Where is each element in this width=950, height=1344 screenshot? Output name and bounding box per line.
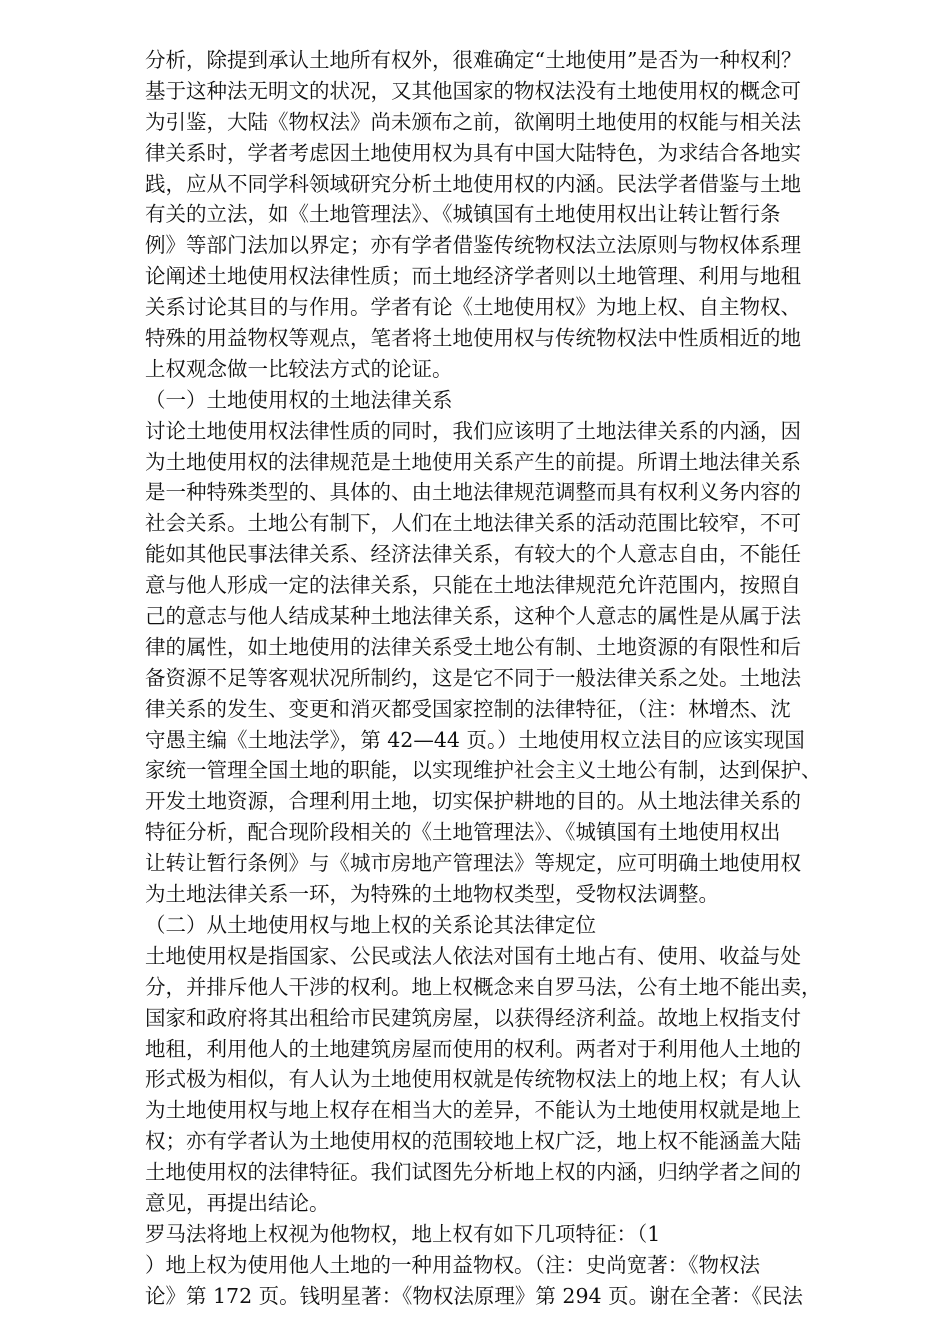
text-line: 权；亦有学者认为土地使用权的范围较地上权广泛，地上权不能涵盖大陆: [145, 1129, 801, 1154]
text-line: 为土地使用权与地上权存在相当大的差异，不能认为土地使用权就是地上: [145, 1098, 801, 1123]
text-line: 备资源不足等客观状况所制约，这是它不同于一般法律关系之处。土地法: [145, 665, 801, 690]
text-line: 为引鉴，大陆《物权法》尚未颁布之前，欲阐明土地使用的权能与相关法: [145, 109, 801, 134]
text-line: 为土地使用权的法律规范是土地使用关系产生的前提。所谓土地法律关系: [145, 449, 801, 474]
text-line: 地租，利用他人的土地建筑房屋而使用的权利。两者对于利用他人土地的: [145, 1036, 801, 1061]
text-line: 土地使用权是指国家、公民或法人依法对国有土地占有、使用、收益与处: [145, 943, 801, 968]
text-line: 己的意志与他人结成某种土地法律关系，这种个人意志的属性是从属于法: [145, 604, 801, 629]
text-line: 能如其他民事法律关系、经济法律关系，有较大的个人意志自由，不能任: [145, 542, 801, 567]
text-line: 分析，除提到承认土地所有权外，很难确定“土地使用”是否为一种权利？: [145, 48, 802, 72]
text-line: 国家和政府将其出租给市民建筑房屋，以获得经济利益。故地上权指支付: [145, 1005, 801, 1030]
text-line: 上权观念做一比较法方式的论证。: [145, 356, 453, 381]
text-line: 家统一管理全国土地的职能，以实现维护社会主义土地公有制，达到保护、: [145, 758, 822, 783]
text-line: 关系讨论其目的与作用。学者有论《土地使用权》为地上权、自主物权、: [145, 295, 801, 320]
section-heading-2: （二）从土地使用权与地上权的关系论其法律定位: [145, 912, 596, 937]
text-line: 形式极为相似，有人认为土地使用权就是传统物权法上的地上权；有人认: [145, 1067, 801, 1092]
text-line: 社会关系。土地公有制下，人们在土地法律关系的活动范围比较窄，不可: [145, 511, 801, 536]
text-line: 土地使用权的法律特征。我们试图先分析地上权的内涵，归纳学者之间的: [145, 1160, 801, 1185]
text-line: 是一种特殊类型的、具体的、由土地法律规范调整而具有权利义务内容的: [145, 480, 801, 505]
text-line: 论阐述土地使用权法律性质；而土地经济学者则以土地管理、利用与地租: [145, 264, 801, 289]
text-line: 意见，再提出结论。: [145, 1190, 330, 1215]
text-line: 意与他人形成一定的法律关系，只能在土地法律规范允许范围内，按照自: [145, 573, 801, 598]
text-line: 讨论土地使用权法律性质的同时，我们应该明了土地法律关系的内涵，因: [145, 418, 801, 443]
text-line: 让转让暂行条例》与《城市房地产管理法》等规定，应可明确土地使用权: [145, 851, 801, 876]
text-line: 律的属性，如土地使用的法律关系受土地公有制、土地资源的有限性和后: [145, 634, 801, 659]
text-line: 有关的立法，如《土地管理法》、《城镇国有土地使用权出让转让暂行条: [145, 202, 781, 227]
text-line: 罗马法将地上权视为他物权，地上权有如下几项特征：（1: [145, 1221, 661, 1246]
text-line: 分，并排斥他人干涉的权利。地上权概念来自罗马法，公有土地不能出卖，: [145, 974, 822, 999]
text-line: 基于这种法无明文的状况，又其他国家的物权法没有土地使用权的概念可: [145, 78, 801, 103]
text-line: 论》第 172 页。钱明星著：《物权法原理》第 294 页。谢在全著：《民法: [145, 1283, 803, 1308]
text-line: 例》等部门法加以界定；亦有学者借鉴传统物权法立法原则与物权体系理: [145, 233, 801, 258]
text-line: ）地上权为使用他人土地的一种用益物权。（注：史尚宽著：《物权法: [145, 1252, 760, 1277]
text-line: 践，应从不同学科领域研究分析土地使用权的内涵。民法学者借鉴与土地: [145, 171, 801, 196]
text-line: 守愚主编《土地法学》，第 42—44 页。）土地使用权立法目的应该实现国: [145, 727, 805, 752]
text-line: 为土地法律关系一环，为特殊的土地物权类型，受物权法调整。: [145, 882, 719, 907]
text-line: 律关系的发生、变更和消灭都受国家控制的法律特征，（注：林增杰、沈: [145, 696, 791, 721]
text-line: 特征分析，配合现阶段相关的《土地管理法》、《城镇国有土地使用权出: [145, 820, 781, 845]
text-line: 开发土地资源，合理利用土地，切实保护耕地的目的。从土地法律关系的: [145, 789, 801, 814]
section-heading-1: （一）土地使用权的土地法律关系: [145, 387, 453, 412]
body-text: [145, 45, 895, 1312]
text-line: 特殊的用益物权等观点，笔者将土地使用权与传统物权法中性质相近的地: [145, 326, 801, 351]
text-line: 律关系时，学者考虑因土地使用权为具有中国大陆特色，为求结合各地实: [145, 140, 801, 165]
